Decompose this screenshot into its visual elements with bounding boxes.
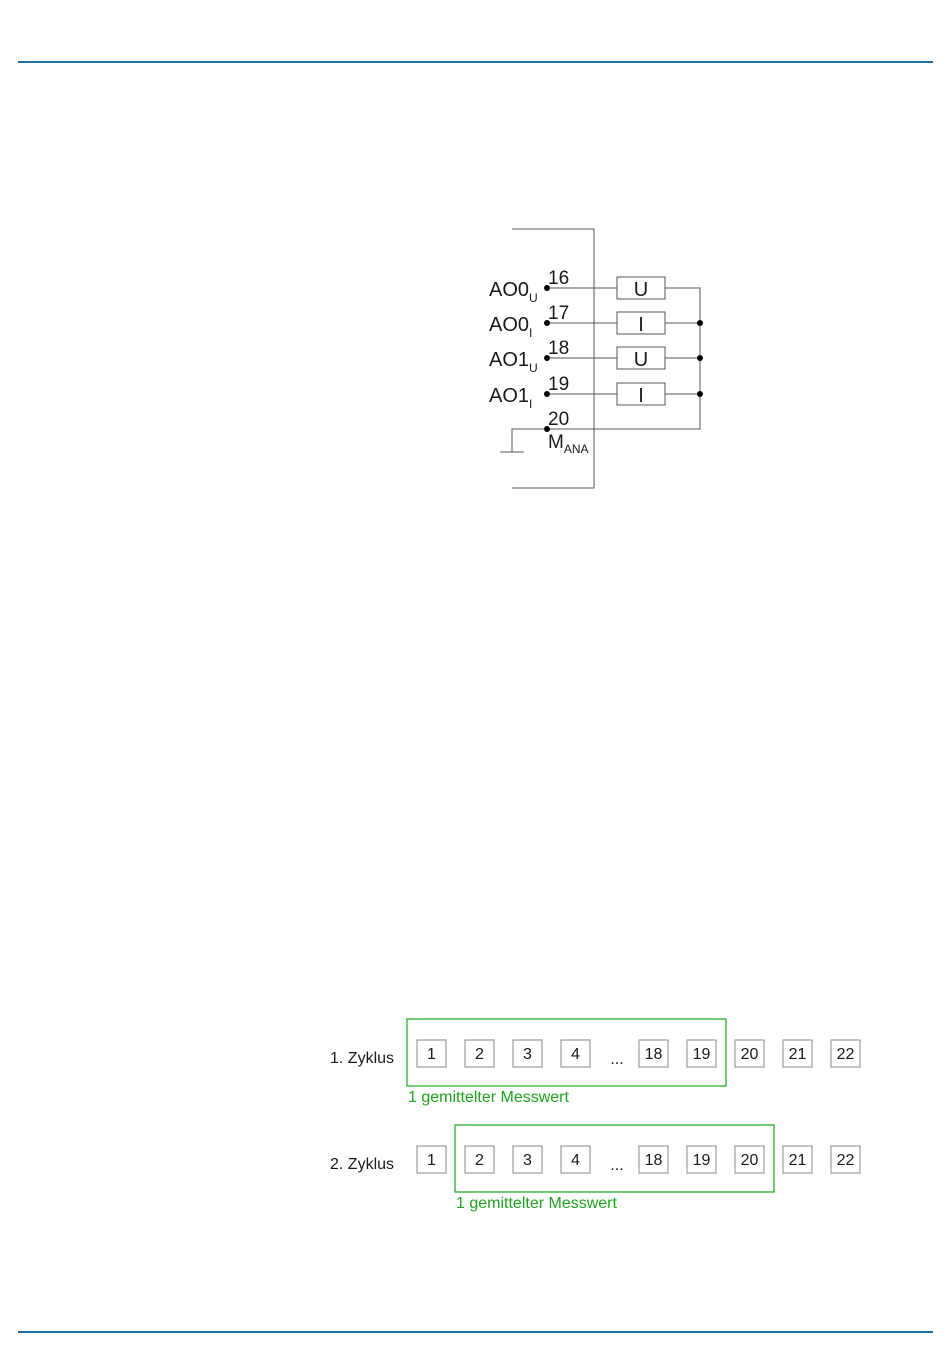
terminal-sub: I (529, 397, 533, 411)
sample-label: 21 (788, 1046, 807, 1063)
terminal-sub: U (529, 361, 538, 375)
sample-label: 2 (475, 1152, 484, 1169)
terminal-name: AO1 (489, 385, 530, 407)
ground-sub: ANA (563, 442, 589, 456)
pin-number-17: 17 (548, 303, 570, 324)
pin-number-19: 19 (548, 374, 570, 395)
sample-label: 19 (692, 1152, 711, 1169)
sample-label: 22 (836, 1046, 855, 1063)
sample-label: 4 (571, 1046, 580, 1063)
sample-label: 22 (836, 1152, 855, 1169)
averaging-window-label-1: 1 gemittelter Messwert (408, 1089, 569, 1106)
terminal-name: AO0 (489, 314, 530, 336)
terminal-sub: U (529, 291, 538, 305)
pin-number-20: 20 (548, 409, 570, 430)
ground-name: M (548, 432, 564, 453)
sample-label: 4 (571, 1152, 580, 1169)
load-label-17: I (638, 314, 644, 336)
averaging-window-label-2: 1 gemittelter Messwert (456, 1195, 617, 1212)
cycle-label-2: 2. Zyklus (330, 1156, 395, 1173)
sample-label: 1 (427, 1152, 436, 1169)
terminal-name: AO0 (489, 279, 530, 301)
sample-label: 20 (740, 1046, 759, 1063)
sample-label: 3 (523, 1046, 532, 1063)
sample-label: 19 (692, 1046, 711, 1063)
ellipsis: ... (610, 1051, 624, 1068)
sample-label: 2 (475, 1046, 484, 1063)
pin-number-16: 16 (548, 268, 570, 289)
load-label-16: U (633, 279, 649, 301)
sample-label: 21 (788, 1152, 807, 1169)
sample-label: 3 (523, 1152, 532, 1169)
sample-label: 18 (644, 1046, 663, 1063)
cycle-label-1: 1. Zyklus (330, 1050, 395, 1067)
load-label-19: I (638, 385, 644, 407)
sample-label: 18 (644, 1152, 663, 1169)
load-label-18: U (633, 349, 649, 371)
sample-label: 20 (740, 1152, 759, 1169)
terminal-sub: I (529, 326, 533, 340)
sample-label: 1 (427, 1046, 436, 1063)
terminal-name: AO1 (489, 349, 530, 371)
pin-number-18: 18 (548, 338, 570, 359)
ellipsis: ... (610, 1157, 624, 1174)
